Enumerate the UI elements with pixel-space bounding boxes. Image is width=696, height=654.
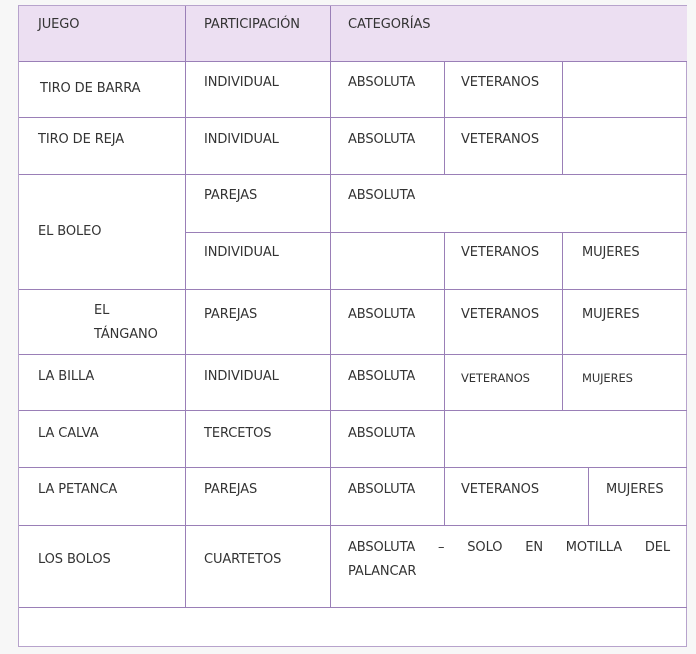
row-divider [19, 289, 687, 290]
column-divider [562, 232, 563, 411]
cell-juego: LOS BOLOS [38, 552, 111, 567]
cell-juego: LA PETANCA [38, 482, 118, 497]
cell-categoria: MUJERES [606, 482, 664, 497]
row-divider [19, 354, 687, 355]
cell-categoria: VETERANOS [461, 132, 539, 147]
cell-categoria: MUJERES [582, 371, 633, 385]
column-divider [588, 467, 589, 526]
row-divider [19, 410, 687, 411]
cell-participacion: PAREJAS [204, 188, 258, 203]
row-divider [19, 174, 687, 175]
row-divider [19, 467, 687, 468]
cell-juego: LA BILLA [38, 369, 95, 384]
header-juego: JUEGO [38, 17, 80, 32]
cell-categoria: ABSOLUTA [348, 482, 416, 497]
header-participacion: PARTICIPACIÓN [204, 17, 300, 32]
cell-categoria: ABSOLUTA [348, 369, 416, 384]
cell-categoria: VETERANOS [461, 482, 539, 497]
cell-categoria: ABSOLUTA [348, 426, 416, 441]
cell-participacion: CUARTETOS [204, 552, 282, 567]
cell-categoria: VETERANOS [461, 245, 539, 260]
row-divider [19, 117, 687, 118]
column-divider [185, 6, 186, 608]
cell-categoria: MUJERES [582, 245, 640, 260]
column-divider [330, 6, 331, 608]
cell-participacion: TERCETOS [204, 426, 272, 441]
cell-categoria: ABSOLUTA [348, 75, 416, 90]
cell-participacion: INDIVIDUAL [204, 245, 279, 260]
cell-categoria: MUJERES [582, 307, 640, 322]
row-divider [185, 232, 687, 233]
cell-categoria: ABSOLUTA [348, 307, 416, 322]
cell-juego: TIRO DE REJA [38, 132, 125, 147]
cell-categoria: ABSOLUTA [348, 188, 416, 203]
cell-juego: LA CALVA [38, 426, 99, 441]
cell-categoria: ABSOLUTA – SOLO EN MOTILLA DEL PALANCAR [348, 540, 670, 579]
cell-juego: EL [94, 303, 110, 318]
cell-juego: TÁNGANO [94, 327, 158, 342]
column-divider [444, 467, 445, 526]
column-divider [444, 232, 445, 468]
header-categorias: CATEGORÍAS [348, 17, 431, 32]
cell-juego: EL BOLEO [38, 224, 102, 239]
column-divider [562, 61, 563, 175]
cell-participacion: INDIVIDUAL [204, 132, 279, 147]
cell-categoria: ABSOLUTA [348, 132, 416, 147]
cell-categoria: VETERANOS [461, 371, 530, 385]
cell-juego: TIRO DE BARRA [40, 81, 141, 96]
cell-categoria: VETERANOS [461, 307, 539, 322]
row-divider [19, 61, 687, 62]
row-divider [19, 607, 687, 608]
row-divider [19, 525, 687, 526]
column-divider [444, 61, 445, 175]
cell-categoria: VETERANOS [461, 75, 539, 90]
cell-participacion: PAREJAS [204, 307, 258, 322]
cell-participacion: PAREJAS [204, 482, 258, 497]
cell-participacion: INDIVIDUAL [204, 369, 279, 384]
cell-participacion: INDIVIDUAL [204, 75, 279, 90]
